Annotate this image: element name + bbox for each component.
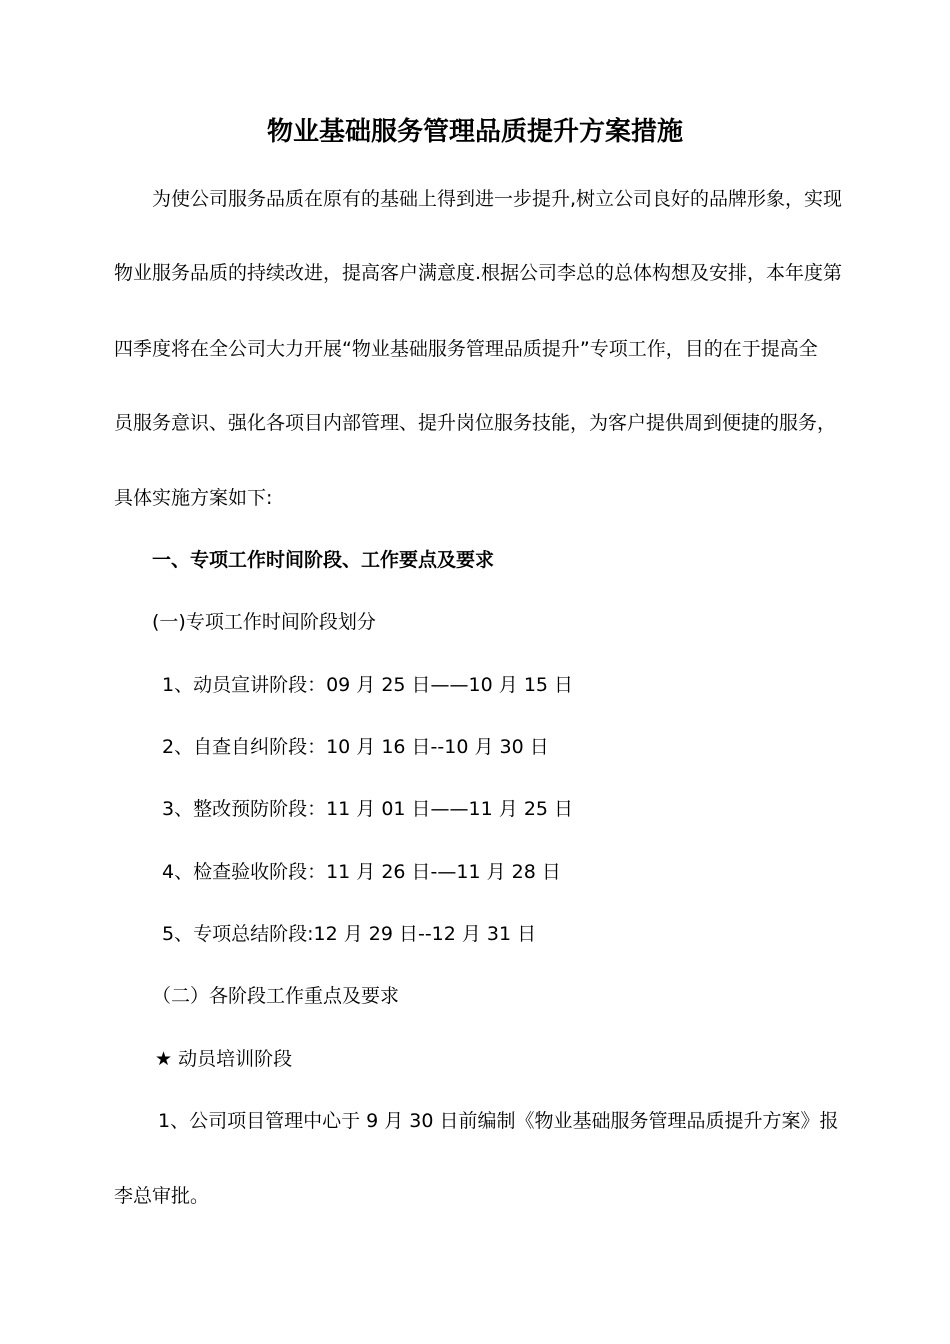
phase-item: 4、检查验收阶段：11 月 26 日-—11 月 28 日 <box>162 861 561 883</box>
intro-line-5: 具体实施方案如下: <box>114 487 273 509</box>
phase-item: 3、整改预防阶段：11 月 01 日——11 月 25 日 <box>162 798 574 820</box>
phase-item: 5、专项总结阶段:12 月 29 日--12 月 31 日 <box>162 923 537 945</box>
subsection-1-heading: (一)专项工作时间阶段划分 <box>152 611 376 633</box>
item-1-line-2: 李总审批。 <box>114 1185 210 1207</box>
intro-line-1: 为使公司服务品质在原有的基础上得到进一步提升,树立公司良好的品牌形象，实现 <box>152 188 843 210</box>
intro-line-2: 物业服务品质的持续改进，提高客户满意度.根据公司李总的总体构想及安排，本年度第 <box>114 262 843 284</box>
intro-line-4: 员服务意识、强化各项目内部管理、提升岗位服务技能，为客户提供周到便捷的服务， <box>114 412 837 434</box>
phase-item: 2、自查自纠阶段：10 月 16 日--10 月 30 日 <box>162 736 549 758</box>
document-title: 物业基础服务管理品质提升方案措施 <box>266 117 683 147</box>
phase-item: 1、动员宣讲阶段：09 月 25 日——10 月 15 日 <box>162 674 574 696</box>
section-1-heading: 一、专项工作时间阶段、工作要点及要求 <box>152 549 495 571</box>
stage-heading: ★ 动员培训阶段 <box>155 1048 293 1070</box>
item-1-line-1: 1、公司项目管理中心于 9 月 30 日前编制《物业基础服务管理品质提升方案》报 <box>158 1110 839 1132</box>
subsection-2-heading: （二）各阶段工作重点及要求 <box>152 985 400 1007</box>
intro-line-3: 四季度将在全公司大力开展“物业基础服务管理品质提升”专项工作，目的在于提高全 <box>114 338 818 360</box>
